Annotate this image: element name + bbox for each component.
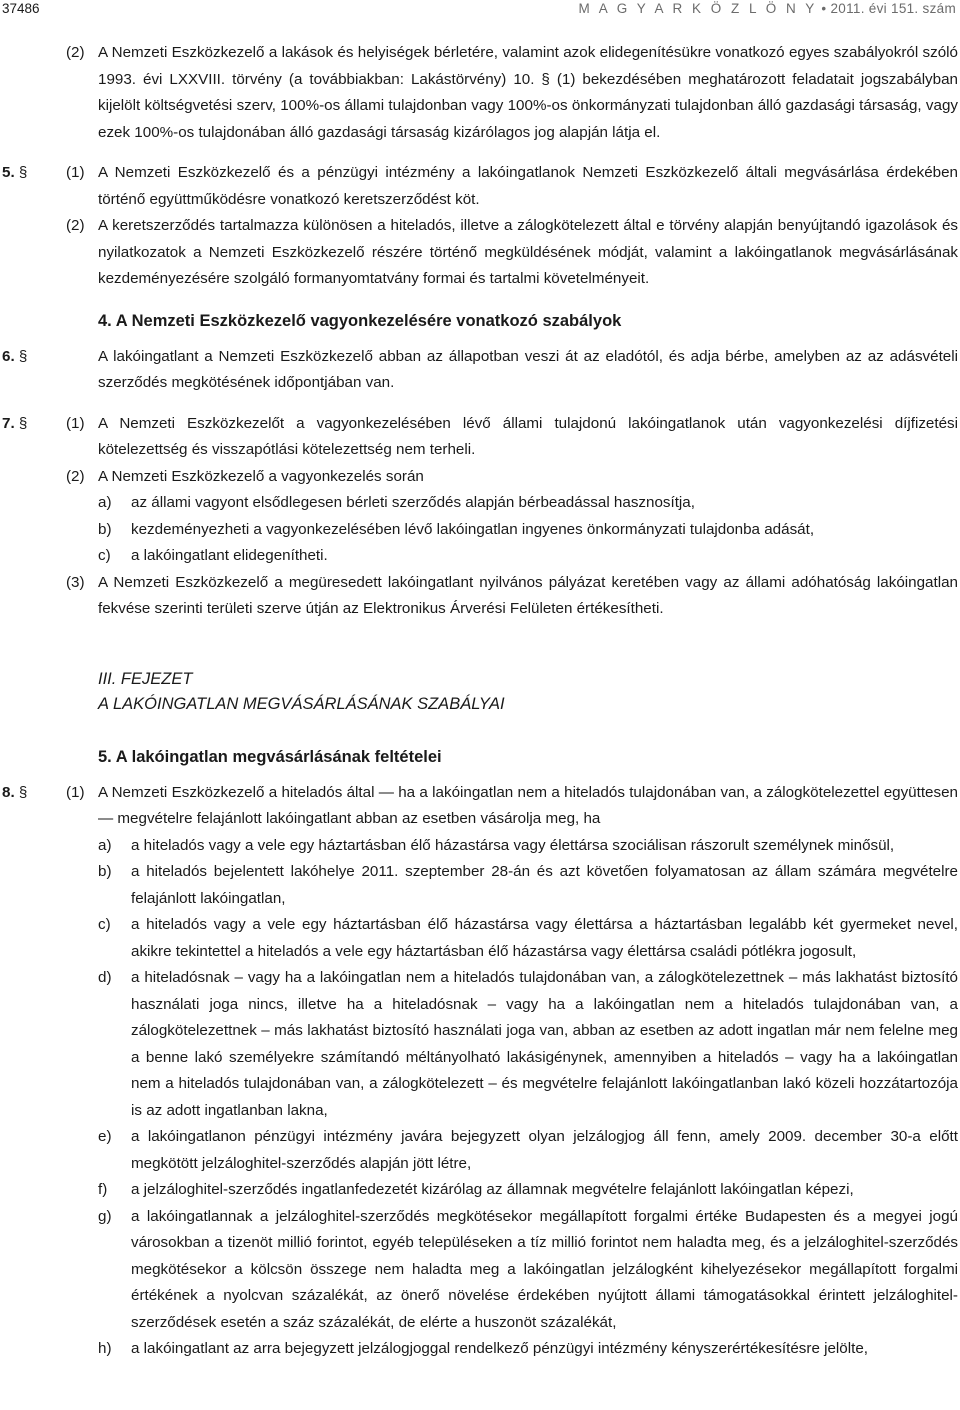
paragraph-text: A Nemzeti Eszközkezelőt a vagyonkezelésében lévő állami tulajdonú lakóingatlanok után vagyonkezelési díjfizetési kötelezettség és visszapótlási kötelezettség nem terheli. (98, 414, 958, 458)
section-6 (0, 344, 960, 397)
document-body (0, 40, 960, 1363)
paragraph-text: A Nemzeti Eszközkezelő a lakások és helyiségek bérletére, valamint azok elidegenítésükre vonatkozó egyes szabályokról szóló 1993. évi LXXVIII. törvény (a továbbiakban: Lakástörvény) 10. § (1) bekezdésében meghatározott feladatait jogszabályban kijelölt költségvetési szerv, 100%-os állami tulajdonban vagy 100%-os önkormányzati tulajdonban álló gazdasági társaság, vagy ezek 100%-os tulajdonában álló gazdasági társaság kizárólagos jog alapján látja el. (98, 44, 958, 141)
paragraph-number: (2) (66, 44, 85, 61)
paragraph-number: (1) (66, 414, 85, 432)
list-item: f) a jelzáloghitel-szerződés ingatlanfedezetét kizárólag az államnak megvételre felajánlott lakóingatlan képezi, (98, 1181, 854, 1198)
paragraph-text: A Nemzeti Eszközkezelő a vagyonkezelés során (98, 467, 424, 485)
list-item: e) a lakóingatlanon pénzügyi intézmény javára bejegyzett olyan jelzálogjog áll fenn, amely 2009. december 30-a előtt megkötött jelzáloghitel-szerződés alapján jött létre, (98, 1128, 958, 1172)
list-item: b) kezdeményezheti a vagyonkezelésében lévő lakóingatlan ingyenes önkormányzati tulajdonba adását, (98, 520, 815, 538)
paragraph-text: A lakóingatlant a Nemzeti Eszközkezelő abban az állapotban veszi át az eladótól, és adja bérbe, amelyben az az adásvételi szerződés megkötésének időpontjában van. (98, 347, 958, 391)
paragraph-number: (3) (66, 573, 85, 591)
chapter-number: III. FEJEZET (98, 669, 193, 688)
subheading-5: 5. A lakóingatlan megvásárlásának feltételei (98, 747, 442, 766)
section-5-paragraph-2 (66, 213, 960, 293)
paragraph-number: (2) (66, 217, 85, 234)
list-item: h) a lakóingatlant az arra bejegyzett jelzálogjoggal rendelkező pénzügyi intézmény kényszerértékesítésre jelölte, (98, 1340, 869, 1357)
journal-header (578, 1, 956, 16)
section-7-paragraph-3 (66, 570, 960, 623)
list-item: c) a lakóingatlant elidegenítheti. (98, 547, 328, 564)
paragraph-text: A Nemzeti Eszközkezelő a megüresedett lakóingatlant nyilvános pályázat keretében vagy az állami adóhatóság lakóingatlan fekvése szerinti területi szerve útján az Elektronikus Árverési Felületen értékesítheti. (98, 573, 958, 617)
subheading-4: 4. A Nemzeti Eszközkezelő vagyonkezelésére vonatkozó szabályok (98, 311, 622, 330)
section-number: 6. § (2, 347, 28, 365)
chapter-title: A LAKÓINGATLAN MEGVÁSÁRLÁSÁNAK SZABÁLYAI (98, 694, 505, 713)
paragraph-text: A keretszerződés tartalmazza különösen a hiteladós, illetve a zálogkötelezett által e törvény alapján benyújtandó igazolások és nyilatkozatok a Nemzeti Eszközkezelő részére történő megküldésének módját, valamint a lakóingatlanok megvásárlásának kezdeményezésére szolgáló formanyomtatvány formai és tartalmi követelményeit. (98, 217, 958, 287)
bullet-separator: • (821, 1, 827, 16)
paragraph-4-2 (66, 40, 960, 146)
section-7-paragraph-1 (0, 411, 960, 464)
page-header (0, 0, 960, 22)
paragraph-number: (1) (66, 783, 85, 801)
list-item: g) a lakóingatlannak a jelzáloghitel-szerződés megkötésekor megállapított forgalmi értéke Budapesten és a megyei jogú városokban a tizenöt millió forintot, egyéb településeken a tíz millió forintot nem haladta meg, és a jelzáloghitel-szerződés megkötésekor a kölcsön összege nem haladta meg a lakóingatlan jelzálogként kihelyezésekor megállapított forgalmi értékének a nyolcvan százalékát, az önerő növelése érdekében nyújtott állami támogatásokkal érintett jelzáloghitel-szerződések esetén a száz százalékát, de elérte a huszonöt százalékát, (98, 1207, 958, 1331)
section-7-paragraph-2 (66, 464, 960, 491)
paragraph-text: A Nemzeti Eszközkezelő és a pénzügyi intézmény a lakóingatlanok Nemzeti Eszközkezelő általi megvásárlása érdekében történő együttműködésre vonatkozó keretszerződést köt. (98, 164, 958, 208)
section-number: 5. § (2, 164, 28, 181)
list-item: a) az állami vagyont elsődlegesen bérleti szerződés alapján bérbeadással hasznosítja, (98, 494, 695, 511)
paragraph-number: (1) (66, 164, 85, 181)
section-5-paragraph-1 (0, 160, 960, 213)
list-item: b) a hiteladós bejelentett lakóhelye 2011. szeptember 28-án és azt követően folyamatosan az állam számára megvételre felajánlott lakóingatlan, (98, 863, 958, 907)
page-number: 37486 (2, 1, 40, 16)
section-8-paragraph-1 (0, 780, 960, 833)
journal-title: M A G Y A R K Ö Z L Ö N Y (578, 1, 818, 16)
paragraph-number: (2) (66, 467, 85, 485)
issue-label: 2011. évi 151. szám (830, 1, 956, 16)
list-item: c) a hiteladós vagy a vele egy háztartásban élő házastársa vagy élettársa a háztartásban legalább két gyermeket nevel, akikre tekintettel a hiteladós a vele egy háztartásban élő házastársa vagy élettársa családi pótlékra jogosult, (98, 916, 958, 960)
section-number: 8. § (2, 783, 28, 801)
list-item: a) a hiteladós vagy a vele egy háztartásban élő házastársa vagy élettársa szociálisan rászorult személynek minősül, (98, 836, 895, 854)
section-number: 7. § (2, 414, 28, 432)
paragraph-text: A Nemzeti Eszközkezelő a hiteladós által ― ha a lakóingatlan nem a hiteladós tulajdonában van, a zálogkötelezettel együttesen ― megvételre felajánlott lakóingatlant abban az esetben vásárolja meg, ha (98, 783, 958, 827)
list-item: d) a hiteladósnak – vagy ha a lakóingatlan nem a hiteladós tulajdonában van, a zálogkötelezettnek – más lakhatást biztosító használati joga nincs, illetve ha a hiteladósnak – vagy ha a lakóingatlan nem a hiteladós tulajdonában van, a zálogkötelezettnek – más lakhatást biztosító használati joga van, abban az esetben az adott ingatlan már nem felelne meg a benne lakó személyekre számítandó méltányolható lakásigénynek, amennyiben a hiteladós – vagy ha a lakóingatlan nem a hiteladós tulajdonában van, a zálogkötelezett – és megvételre felajánlott lakóingatlanban lakó közeli hozzátartozója is az adott ingatlanban lakna, (98, 969, 958, 1119)
